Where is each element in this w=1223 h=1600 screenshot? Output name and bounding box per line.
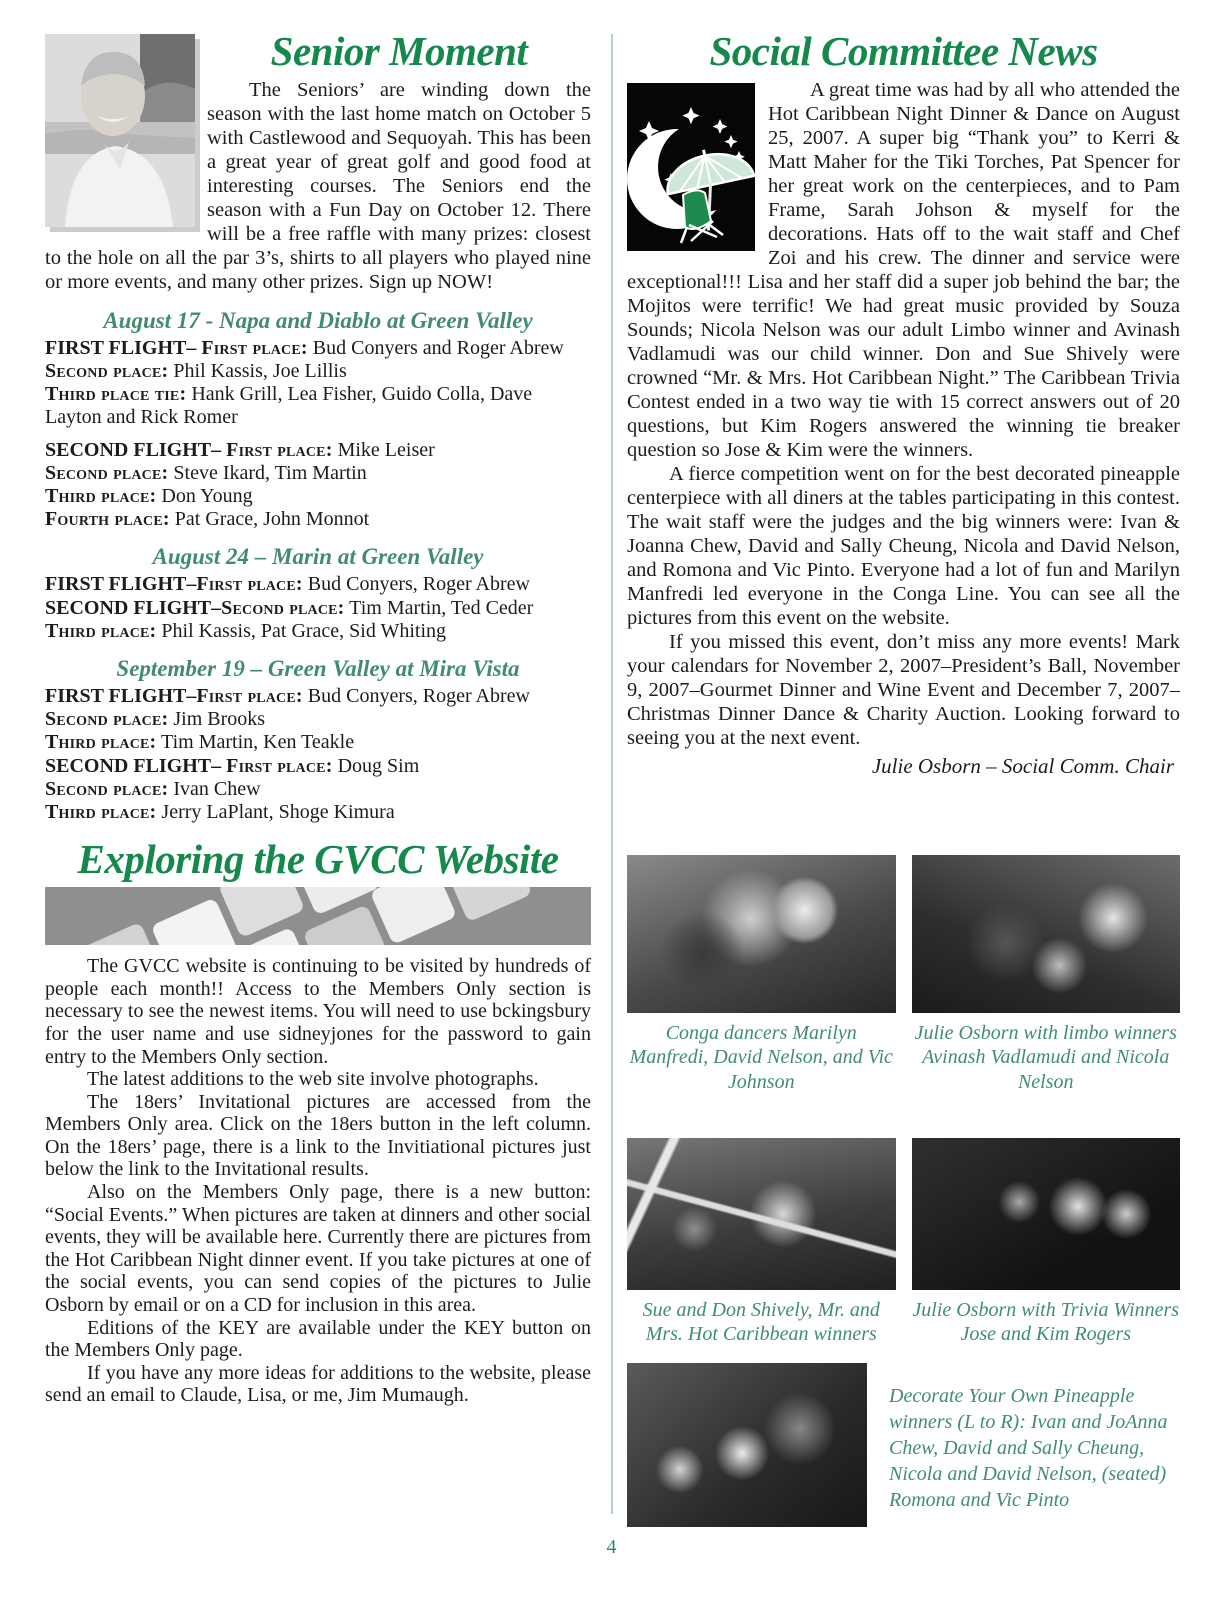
result-line: [45, 801, 591, 824]
place-label: Second place:: [221, 596, 345, 619]
player-names: Tim Martin, Ken Teakle: [156, 731, 355, 754]
player-names: Ivan Chew: [168, 777, 261, 800]
player-names: Mike Leiser: [332, 438, 435, 461]
photo-caption: Conga dancers Marilyn Manfredi, David Nelson, and Vic Johnson: [629, 1022, 893, 1093]
player-names: Hank Grill, Lea Fisher, Guido Colla, Dave Layton and Rick Romer: [45, 383, 533, 429]
place-label: Second place:: [45, 360, 169, 383]
place-label: First place:: [201, 336, 308, 359]
result-line: [45, 620, 591, 643]
place-label: First place:: [196, 684, 303, 707]
senior-portrait-photo: [45, 34, 195, 227]
photo-row-2: [627, 1138, 1180, 1347]
place-label: Second place:: [45, 708, 169, 731]
flight-label: FIRST FLIGHT–: [45, 336, 202, 359]
place-label: First place:: [226, 754, 333, 777]
limbo-winners-photo: [912, 855, 1181, 1013]
result-line: [45, 708, 591, 731]
player-names: Bud Conyers, Roger Abrew: [302, 684, 530, 707]
result-line: [45, 731, 591, 754]
senior-moment-title: Senior Moment: [270, 28, 528, 74]
flight-label: FIRST FLIGHT–: [45, 573, 197, 596]
result-line: [45, 462, 591, 485]
place-label: First place:: [226, 438, 333, 461]
photo-row-1: [627, 855, 1180, 1094]
player-names: Phil Kassis, Pat Grace, Sid Whiting: [156, 619, 447, 642]
result-line: [45, 685, 591, 708]
place-label: Third place:: [45, 731, 157, 754]
senior-moment-body: The Seniors’ are winding down the season with the last home match on October 5 with Castlewood and Sequoyah. This has been a great year of great golf and good food at interesting courses. The Seniors end the season with a Fun Day on October 12. There will be a free raffle with many prizes: closest to the hole on all the par 3’s, shirts to all players who played nine or more events, and many other prizes. Sign up NOW!: [45, 79, 591, 293]
senior-portrait-illustration: [45, 34, 195, 227]
player-names: Tim Martin, Ted Ceder: [344, 596, 534, 619]
player-names: Pat Grace, John Monnot: [169, 508, 370, 531]
website-paragraph: The GVCC website is continuing to be visited by hundreds of people each month!! Access to the Members Only section is necessary to see the newest items. You will need to use bckingsbury for the user name and use sidneyjones for the password to gain entry to the Members Only section.: [45, 955, 591, 1068]
social-paragraph: A great time was had by all who attended the Hot Caribbean Night Dinner & Dance on August 25, 2007. A super big “Thank you” to Kerri & Matt Maher for the Tiki Torches, Pat Spencer for her great work on the centerpieces, and to Pam Frame, Sarah Johson & myself for the decorations. Hats off to the wait staff and Chef Zoi and his crew. The dinner and service were exceptional!!! Lisa and her staff did a super job behind the bar; the Mojitos were terrific! We had great music provided by Souza Sounds; Nicola Nelson was our adult Limbo winner and Avinash Vadlamudi was our child winner. Don and Sue Shively were crowned “Mr. & Mrs. Hot Caribbean Night.” The Caribbean Trivia Contest ended in a two way tie with 15 correct answers out of 20 questions, but Kim Rogers answered the winning tie breaker question so Jose & Kim were the winners.: [627, 79, 1180, 461]
place-label: Third place:: [45, 800, 157, 823]
website-paragraph: The 18ers’ Invitational pictures are accessed from the Members Only area. Click on the 18ers button in the left column. On the 18ers’ page, there is a link to the Invitiational pictures just below the link to the Invitational results.: [45, 1090, 591, 1181]
website-paragraph: Editions of the KEY are available under the KEY button on the Members Only page.: [45, 1316, 591, 1362]
social-paragraph: If you missed this event, don’t miss any more events! Mark your calendars for November 2, 2007–President’s Ball, November 9, 2007–Gourmet Dinner and Wine Event and December 7, 2007– Christmas Dinner Dance & Charity Auction. Looking forward to seeing you at the next event.: [627, 630, 1180, 749]
photo-row-3: [627, 1363, 1180, 1527]
left-column: [45, 30, 591, 1407]
player-names: Doug Sim: [332, 754, 420, 777]
place-label: Fourth place:: [45, 508, 170, 531]
player-names: Phil Kassis, Joe Lillis: [168, 360, 347, 383]
place-label: Third place tie:: [45, 383, 187, 406]
senior-moment-section: [45, 30, 591, 295]
result-line: [45, 439, 591, 462]
photo-figure: [912, 855, 1181, 1094]
photo-caption: Julie Osborn with limbo winners Avinash Vadlamudi and Nicola Nelson: [914, 1022, 1177, 1093]
player-names: Jerry LaPlant, Shoge Kimura: [156, 800, 395, 823]
result-line: [45, 755, 591, 778]
event-heading: September 19 – Green Valley at Mira Vista: [116, 655, 520, 681]
event-heading: August 17 - Napa and Diablo at Green Valley: [103, 307, 533, 333]
website-paragraph: Also on the Members Only page, there is a new button: “Social Events.” When pictures are taken at dinners and other social events, they will be available here. Currently there are pictures from the Hot Caribbean Night dinner event. If you take pictures at one of the social events, you can send copies of the pictures to Julie Osborn by email or on a CD for inclusion in this area.: [45, 1181, 591, 1317]
photo-figure: [627, 855, 896, 1094]
social-byline: Julie Osborn – Social Comm. Chair: [871, 753, 1174, 778]
website-paragraph: If you have any more ideas for additions to the website, please send an email to Claude, Lisa, or me, Jim Mumaugh.: [45, 1361, 591, 1407]
website-title: Exploring the GVCC Website: [77, 836, 559, 883]
place-label: Third place:: [45, 485, 157, 508]
flight-label: SECOND FLIGHT–: [45, 596, 222, 619]
result-line: [45, 778, 591, 801]
player-names: Bud Conyers and Roger Abrew: [307, 336, 564, 359]
player-names: Bud Conyers, Roger Abrew: [302, 573, 530, 596]
result-line: [45, 597, 591, 620]
column-divider-rule: [611, 34, 613, 1514]
social-paragraph: A fierce competition went on for the best decorated pineapple centerpiece with all diners at the tables participating in this contest. The wait staff were the judges and the big winners were: Ivan & Joanna Chew, David and Sally Cheung, Nicola and David Nelson, and Romona and Vic Pinto. Everyone had a lot of fun and Marilyn Manfredi led everyone in the Conga Line. You can see all the pictures from this event on the website.: [627, 462, 1180, 629]
conga-dancers-photo: [627, 855, 896, 1013]
player-names: Steve Ikard, Tim Martin: [168, 461, 367, 484]
hot-caribbean-winners-photo: [627, 1138, 896, 1290]
flight-label: SECOND FLIGHT–: [45, 438, 227, 461]
result-line: [45, 383, 591, 429]
place-label: First place:: [196, 573, 303, 596]
result-line: [45, 360, 591, 383]
result-line: [45, 573, 591, 596]
right-column: [627, 28, 1180, 1511]
golf-results-section: [45, 308, 591, 824]
trivia-winners-photo: [912, 1138, 1181, 1290]
keyboard-photo-banner: [45, 887, 591, 945]
flight-label: FIRST FLIGHT–: [45, 684, 197, 707]
place-label: Second place:: [45, 461, 169, 484]
result-line: [45, 337, 591, 360]
photo-caption: Decorate Your Own Pineapple winners (L to R): Ivan and JoAnna Chew, David and Sally Cheung, Nicola and David Nelson, (seated) Romona and Vic Pinto: [889, 1385, 1168, 1511]
place-label: Second place:: [45, 777, 169, 800]
result-line: [45, 508, 591, 531]
photo-figure: [627, 1138, 896, 1347]
website-paragraph: The latest additions to the web site involve photographs.: [87, 1068, 539, 1091]
moon-beach-chair-logo: [627, 83, 755, 251]
player-names: Jim Brooks: [168, 708, 266, 731]
player-names: Don Young: [156, 485, 253, 508]
keyboard-keys-illustration: [45, 887, 591, 945]
place-label: Third place:: [45, 619, 157, 642]
photo-caption: Sue and Don Shively, Mr. and Mrs. Hot Caribbean winners: [642, 1299, 880, 1346]
photo-figure: [912, 1138, 1181, 1347]
moon-umbrella-chair-icon: [627, 83, 755, 251]
pineapple-winners-photo: [627, 1363, 867, 1527]
flight-label: SECOND FLIGHT–: [45, 754, 227, 777]
website-section: [45, 838, 591, 1407]
social-committee-title: Social Committee News: [709, 28, 1098, 74]
page-number: 4: [606, 1536, 617, 1558]
photo-caption: Julie Osborn with Trivia Winners Jose and Kim Rogers: [912, 1299, 1180, 1346]
result-line: [45, 485, 591, 508]
event-heading: August 24 – Marin at Green Valley: [152, 544, 484, 570]
